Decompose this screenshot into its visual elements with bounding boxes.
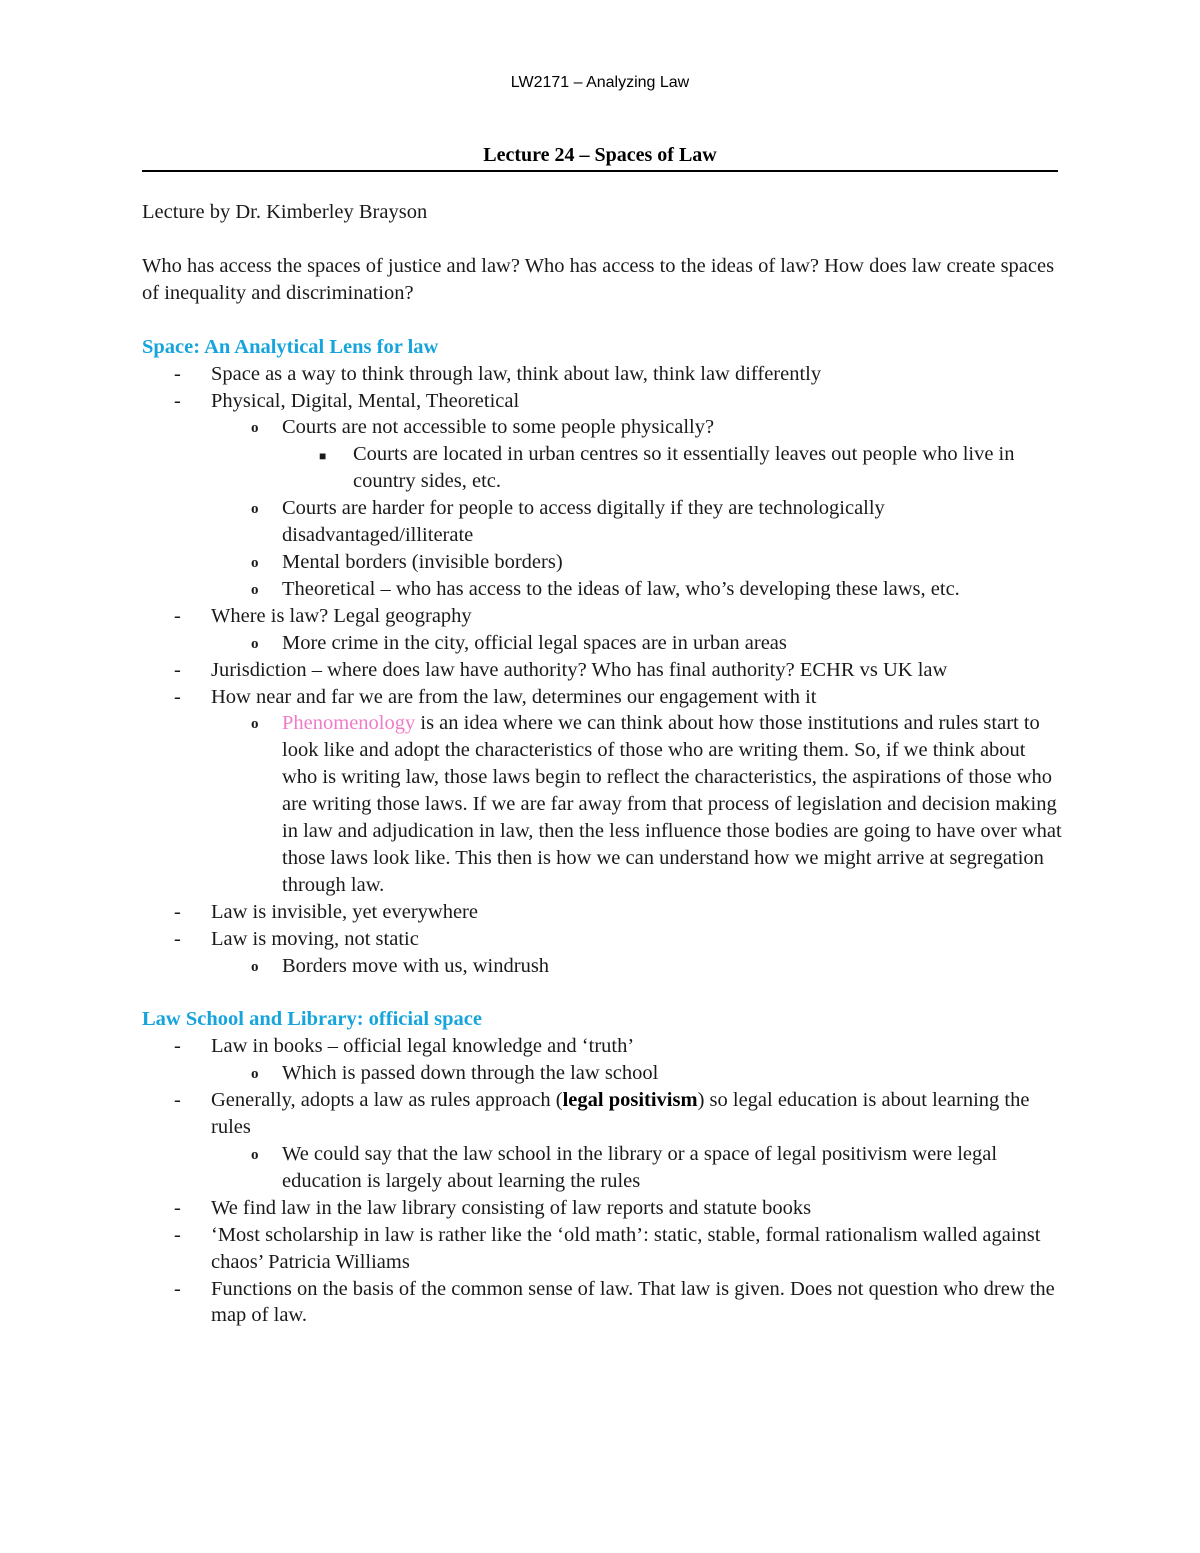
list-item: - We find law in the law library consisting of law reports and statute books	[142, 1195, 1062, 1222]
page-title: Lecture 24 – Spaces of Law	[483, 144, 717, 166]
dash-bullet-icon: -	[174, 604, 181, 627]
square-bullet-icon: ■	[319, 449, 327, 464]
section-law-school-list	[142, 1033, 1062, 1329]
dash-bullet-icon: -	[174, 658, 181, 681]
list-item: - ‘Most scholarship in law is rather like the ‘old math’: static, stable, formal rationalism walled against chaos’ Patricia Williams	[174, 1223, 1041, 1273]
spacer	[142, 979, 1062, 1006]
title-underline-rule	[142, 170, 1058, 172]
circle-bullet-icon: o	[251, 958, 259, 975]
dash-bullet-icon: -	[174, 1223, 181, 1246]
list-item: - How near and far we are from the law, determines our engagement with it	[142, 684, 1062, 711]
list-item: o We could say that the law school in the library or a space of legal positivism were legal education is largely about learning the rules	[251, 1143, 998, 1192]
circle-bullet-icon: o	[251, 581, 259, 598]
spacer	[142, 307, 1062, 334]
list-item: - Where is law? Legal geography	[142, 603, 1062, 630]
list-item: - Law in books – official legal knowledge and ‘truth’	[142, 1033, 1062, 1060]
list-item: o Phenomenology is an idea where we can think about how those institutions and rules start to look like and adopt the characteristics of those who are writing them. So, if we think about who is writing law, those laws begin to reflect the characteristics, the aspirations of those who are writing those laws. If we are far away from that process of legislation and decision making in law and adjudication in law, then the less influence those bodies are going to have over what those laws look like. This then is how we can understand how we might arrive at segregation through law.	[251, 712, 1062, 896]
list-item: o Which is passed down through the law school	[142, 1060, 1062, 1087]
list-item: - Functions on the basis of the common sense of law. That law is given. Does not question who drew the map of law.	[174, 1277, 1055, 1327]
section-space-list	[142, 361, 1062, 980]
bold-term: legal positivism	[562, 1089, 698, 1112]
circle-bullet-icon: o	[251, 554, 259, 571]
dash-bullet-icon: -	[174, 900, 181, 923]
section-heading-space: Space: An Analytical Lens for law	[142, 335, 439, 358]
circle-bullet-icon: o	[251, 1147, 259, 1163]
highlighted-term: Phenomenology	[282, 712, 416, 735]
dash-bullet-icon: -	[174, 389, 181, 412]
circle-bullet-icon: o	[251, 501, 259, 518]
dash-bullet-icon: -	[174, 1089, 181, 1112]
list-item: o More crime in the city, official legal spaces are in urban areas	[142, 630, 1062, 657]
list-item: - Physical, Digital, Mental, Theoretical	[142, 388, 1062, 415]
list-item: o Courts are harder for people to access digitally if they are technologically disadvantaged/illiterate	[251, 497, 885, 547]
lecturer-line: Lecture by Dr. Kimberley Brayson	[142, 201, 428, 223]
circle-bullet-icon: o	[251, 1066, 259, 1083]
document-body	[142, 199, 1062, 1329]
circle-bullet-icon: o	[251, 716, 259, 733]
dash-bullet-icon: -	[174, 362, 181, 385]
list-item: - Law is invisible, yet everywhere	[142, 899, 1062, 926]
dash-bullet-icon: -	[174, 1196, 181, 1219]
intro-questions: Who has access the spaces of justice and law? Who has access to the ideas of law? How does law create spaces of inequality and discrimination?	[142, 254, 1055, 304]
list-item: - Space as a way to think through law, think about law, think law differently	[142, 361, 1062, 388]
list-item: ■ Courts are located in urban centres so it essentially leaves out people who live in country sides, etc.	[319, 443, 1015, 493]
list-item: o Theoretical – who has access to the ideas of law, who’s developing these laws, etc.	[142, 576, 1062, 603]
list-item: - Jurisdiction – where does law have authority? Who has final authority? ECHR vs UK law	[142, 657, 1062, 684]
running-header: LW2171 – Analyzing Law	[510, 74, 690, 91]
dash-bullet-icon: -	[174, 1035, 181, 1058]
list-item: o Courts are not accessible to some people physically?	[142, 414, 1062, 441]
list-item: o Mental borders (invisible borders)	[142, 549, 1062, 576]
spacer	[142, 226, 1062, 253]
circle-bullet-icon: o	[251, 635, 259, 652]
dash-bullet-icon: -	[174, 685, 181, 708]
dash-bullet-icon: -	[174, 1277, 181, 1300]
list-item: o Borders move with us, windrush	[142, 953, 1062, 980]
section-heading-law-school: Law School and Library: official space	[142, 1008, 482, 1031]
circle-bullet-icon: o	[251, 420, 259, 437]
list-item: - Law is moving, not static	[142, 926, 1062, 953]
list-item: - Generally, adopts a law as rules approach (legal positivism) so legal education is about learning the rules	[174, 1089, 1030, 1139]
dash-bullet-icon: -	[174, 927, 181, 950]
